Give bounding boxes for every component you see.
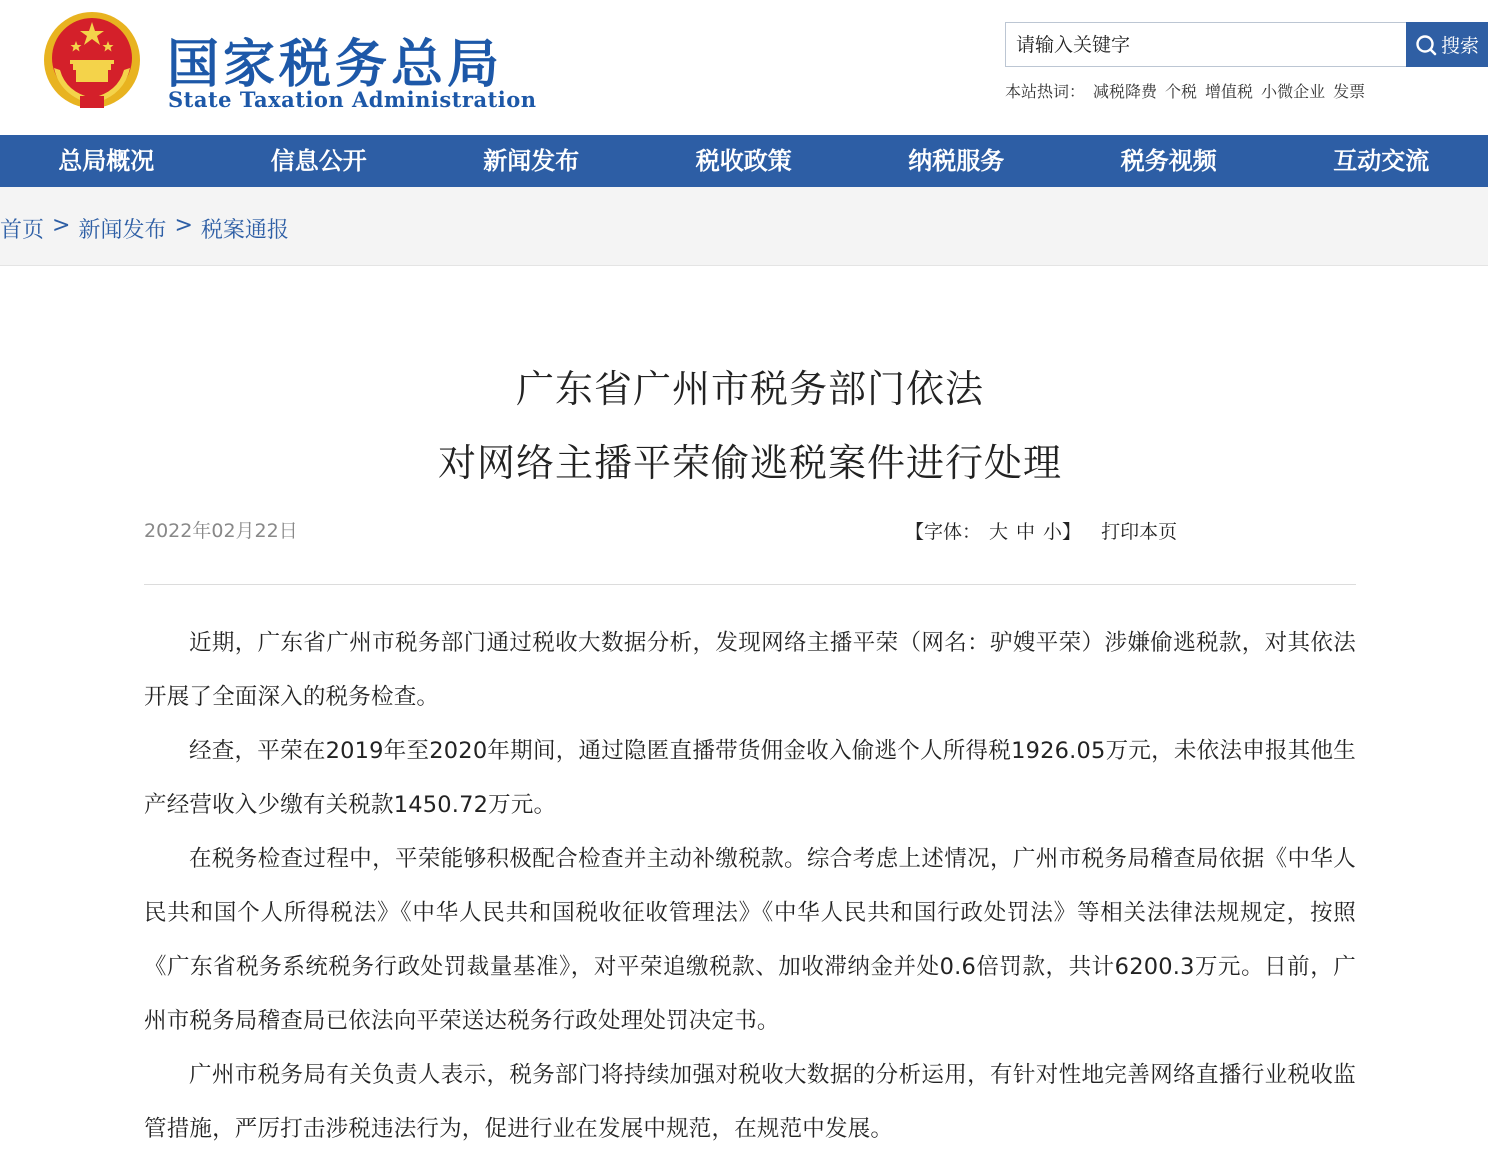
article-title-line1: 广东省广州市税务部门依法 [515, 367, 984, 411]
article-container [0, 266, 1488, 1168]
hotword-link[interactable]: 减税降费 [1093, 82, 1158, 101]
font-size-medium-link[interactable]: 中 [1016, 521, 1036, 543]
font-size-large-link[interactable]: 大 [989, 521, 1009, 543]
article-date: 2022年02月22日 [144, 520, 298, 542]
nav-item-interaction[interactable]: 互动交流 [1333, 147, 1430, 175]
nav-item-news[interactable]: 新闻发布 [483, 147, 580, 175]
article-paragraph: 经查，平荣在2019年至2020年期间，通过隐匿直播带货佣金收入偷逃个人所得税1926.05万元，未依法申报其他生产经营收入少缴有关税款1450.72万元。 [144, 738, 1356, 818]
font-size-label: 【字体： [905, 521, 982, 543]
main-nav [0, 135, 1488, 187]
article-paragraph: 在税务检查过程中，平荣能够积极配合检查并主动补缴税款。综合考虑上述情况，广州市税务局稽查局依据《中华人民共和国个人所得税法》《中华人民共和国税收征收管理法》《中华人民共和国行政处罚法》等相关法律法规规定，按照《广东省税务系统税务行政处罚裁量基准》，对平荣追缴税款、加收滞纳金并处0.6倍罚款，共计6200.3万元。日前，广州市税务局稽查局已依法向平荣送达税务行政处理处罚决定书。 [144, 846, 1356, 1034]
breadcrumb-home[interactable]: 首页 [0, 218, 45, 243]
breadcrumb-news[interactable]: 新闻发布 [78, 218, 167, 243]
search-icon [1415, 34, 1437, 56]
font-size-small-link[interactable]: 小】 [1043, 521, 1082, 543]
site-logo-chinese[interactable]: 国家税务总局 [167, 35, 504, 95]
divider [144, 584, 1356, 585]
site-logo-english[interactable]: State Taxation Administration [168, 87, 537, 112]
print-page-link[interactable]: 打印本页 [1101, 521, 1178, 543]
hotwords-label: 本站热词： [1005, 82, 1086, 101]
national-emblem-icon[interactable] [40, 8, 144, 112]
article-title-line2: 对网络主播平荣偷逃税案件进行处理 [437, 441, 1062, 485]
article-paragraph: 广州市税务局有关负责人表示，税务部门将持续加强对税收大数据的分析运用，有针对性地完善网络直播行业税收监管措施，严厉打击涉税违法行为，促进行业在发展中规范，在规范中发展。 [144, 1062, 1356, 1142]
breadcrumb-bar [0, 187, 1488, 266]
site-header [0, 0, 1488, 135]
nav-item-taxpayer-service[interactable]: 纳税服务 [908, 147, 1005, 175]
breadcrumb-separator: > [52, 213, 71, 238]
hotword-link[interactable]: 小微企业 [1261, 82, 1326, 101]
nav-item-tax-policy[interactable]: 税收政策 [695, 147, 792, 175]
search-input[interactable] [1005, 22, 1406, 67]
breadcrumb-separator: > [174, 213, 193, 238]
search-button[interactable] [1406, 22, 1488, 67]
article-paragraph: 近期，广东省广州市税务部门通过税收大数据分析，发现网络主播平荣（网名：驴嫂平荣）涉嫌偷逃税款，对其依法开展了全面深入的税务检查。 [144, 630, 1356, 710]
hotword-link[interactable]: 个税 [1165, 82, 1198, 101]
nav-item-videos[interactable]: 税务视频 [1120, 147, 1217, 175]
nav-item-information[interactable]: 信息公开 [270, 147, 367, 175]
hotword-link[interactable]: 发票 [1333, 82, 1366, 101]
nav-item-overview[interactable]: 总局概况 [58, 147, 155, 175]
article-tools [905, 517, 1177, 544]
hotwords-bar [1005, 79, 1365, 102]
hotword-link[interactable]: 增值税 [1205, 82, 1254, 101]
article-body [144, 616, 1356, 1156]
breadcrumb [0, 213, 289, 244]
search-button-label: 搜索 [1440, 35, 1479, 57]
breadcrumb-case-reports[interactable]: 税案通报 [200, 218, 289, 243]
